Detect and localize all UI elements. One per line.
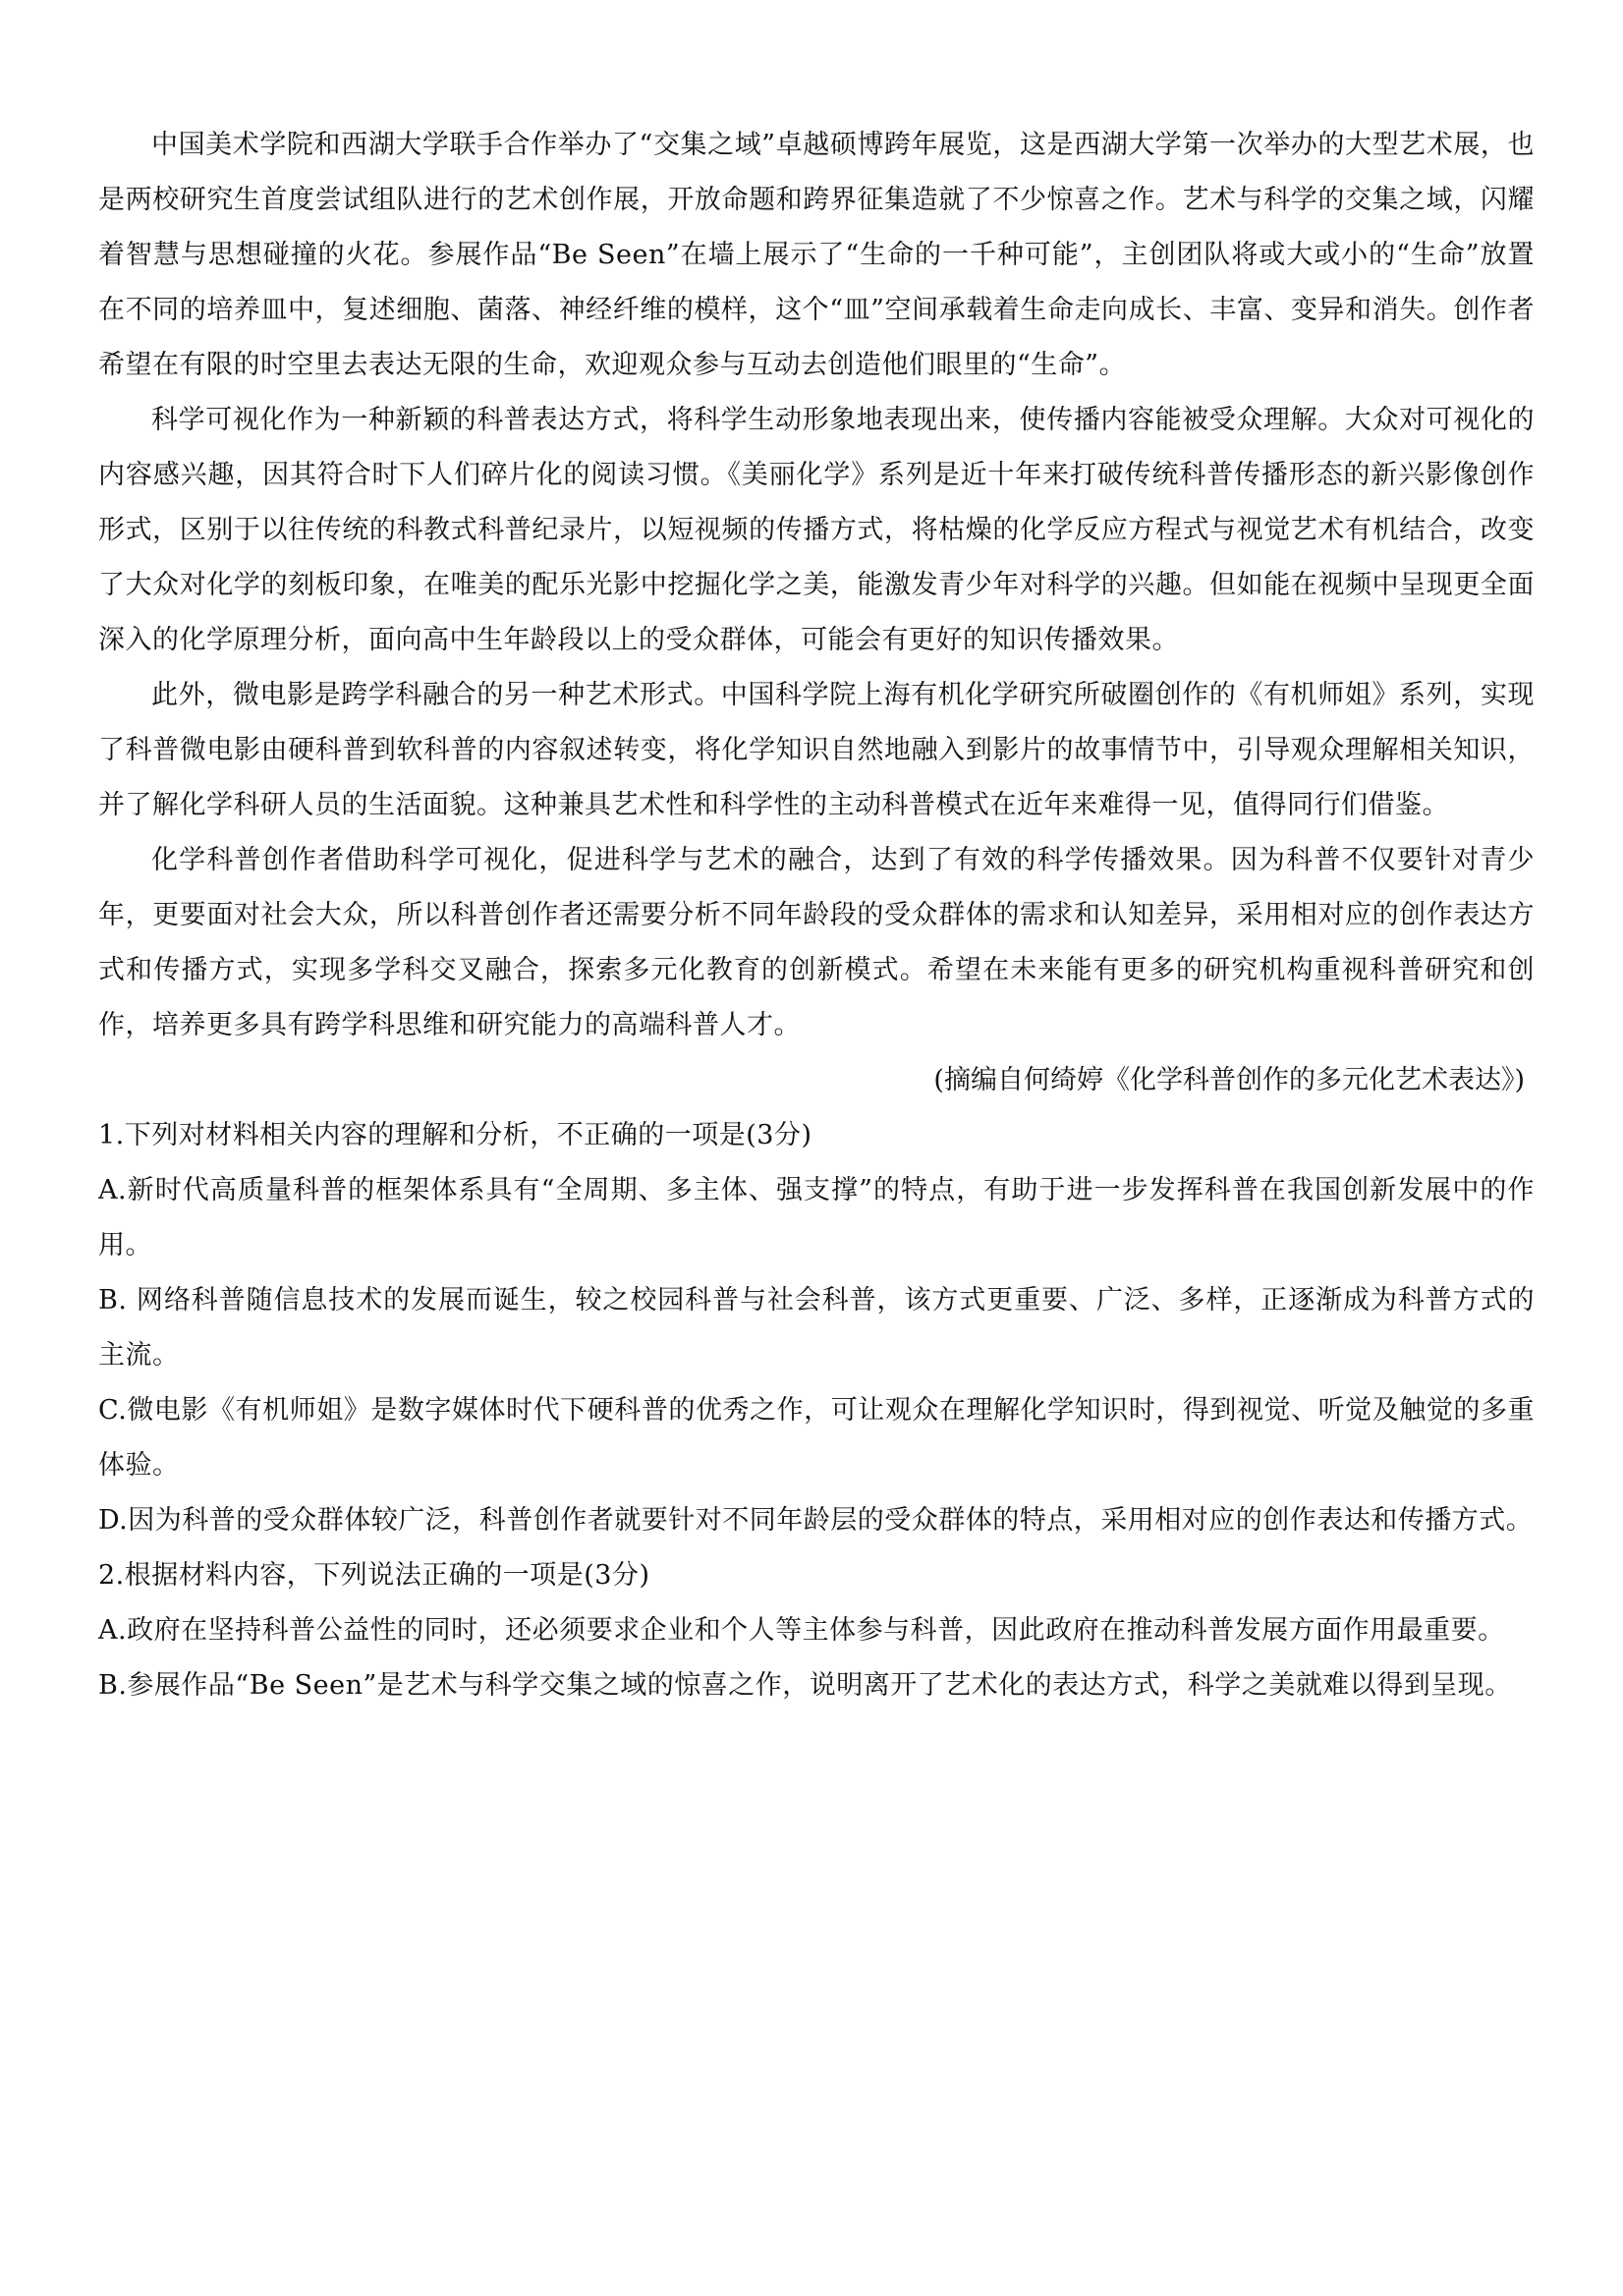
question-2 <box>98 1548 1535 1713</box>
passage-paragraph-1: 中国美术学院和西湖大学联手合作举办了“交集之域”卓越硕博跨年展览，这是西湖大学第一次举办的大型艺术展，也是两校研究生首度尝试组队进行的艺术创作展，开放命题和跨界征集造就了不少惊喜之作。艺术与科学的交集之域，闪耀着智慧与思想碰撞的火花。参展作品“Be Seen”在墙上展示了“生命的一千种可能”，主创团队将或大或小的“生命”放置在不同的培养皿中，复述细胞、菌落、神经纤维的模样，这个“皿”空间承载着生命走向成长、丰富、变异和消失。创作者希望在有限的时空里去表达无限的生命，欢迎观众参与互动去创造他们眼里的“生命”。 <box>98 130 1535 380</box>
passage-paragraph-3: 此外，微电影是跨学科融合的另一种艺术形式。中国科学院上海有机化学研究所破圈创作的《有机师姐》系列，实现了科普微电影由硬科普到软科普的内容叙述转变，将化学知识自然地融入到影片的故事情节中，引导观众理解相关知识，并了解化学科研人员的生活面貌。这种兼具艺术性和科学性的主动科普模式在近年来难得一见，值得同行们借鉴。 <box>98 680 1535 820</box>
question-2-option-a: A.政府在坚持科普公益性的同时，还必须要求企业和个人等主体参与科普，因此政府在推动科普发展方面作用最重要。 <box>98 1615 1505 1646</box>
question-1-options <box>98 1163 1535 1548</box>
passage-source: (摘编自何绮婷《化学科普创作的多元化艺术表达》) <box>933 1065 1525 1095</box>
question-1 <box>98 1108 1535 1548</box>
document-page <box>98 118 1535 1713</box>
question-1-option-d: D.因为科普的受众群体较广泛，科普创作者就要针对不同年龄层的受众群体的特点，采用相对应的创作表达和传播方式。 <box>98 1505 1534 1536</box>
question-1-option-c: C.微电影《有机师姐》是数字媒体时代下硬科普的优秀之作，可让观众在理解化学知识时，得到视觉、听觉及触觉的多重体验。 <box>98 1395 1535 1481</box>
passage <box>98 118 1535 1108</box>
question-2-options <box>98 1603 1535 1713</box>
question-1-stem: 1.下列对材料相关内容的理解和分析，不正确的一项是(3分) <box>98 1120 812 1150</box>
question-2-option-b: B.参展作品“Be Seen”是艺术与科学交集之域的惊喜之作，说明离开了艺术化的表达方式，科学之美就难以得到呈现。 <box>98 1670 1512 1701</box>
question-1-option-a: A.新时代高质量科普的框架体系具有“全周期、多主体、强支撑”的特点，有助于进一步发挥科普在我国创新发展中的作用。 <box>98 1175 1535 1260</box>
question-2-stem: 2.根据材料内容，下列说法正确的一项是(3分) <box>98 1560 650 1591</box>
passage-paragraph-4: 化学科普创作者借助科学可视化，促进科学与艺术的融合，达到了有效的科学传播效果。因为科普不仅要针对青少年，更要面对社会大众，所以科普创作者还需要分析不同年龄段的受众群体的需求和认知差异，采用相对应的创作表达方式和传播方式，实现多学科交叉融合，探索多元化教育的创新模式。希望在未来能有更多的研究机构重视科普研究和创作，培养更多具有跨学科思维和研究能力的高端科普人才。 <box>98 845 1535 1040</box>
passage-paragraph-2: 科学可视化作为一种新颖的科普表达方式，将科学生动形象地表现出来，使传播内容能被受众理解。大众对可视化的内容感兴趣，因其符合时下人们碎片化的阅读习惯。《美丽化学》系列是近十年来打破传统科普传播形态的新兴影像创作形式，区别于以往传统的科教式科普纪录片，以短视频的传播方式，将枯燥的化学反应方程式与视觉艺术有机结合，改变了大众对化学的刻板印象，在唯美的配乐光影中挖掘化学之美，能激发青少年对科学的兴趣。但如能在视频中呈现更全面深入的化学原理分析，面向高中生年龄段以上的受众群体，可能会有更好的知识传播效果。 <box>98 405 1535 655</box>
question-1-option-b: B. 网络科普随信息技术的发展而诞生，较之校园科普与社会科普，该方式更重要、广泛、多样，正逐渐成为科普方式的主流。 <box>98 1285 1535 1371</box>
